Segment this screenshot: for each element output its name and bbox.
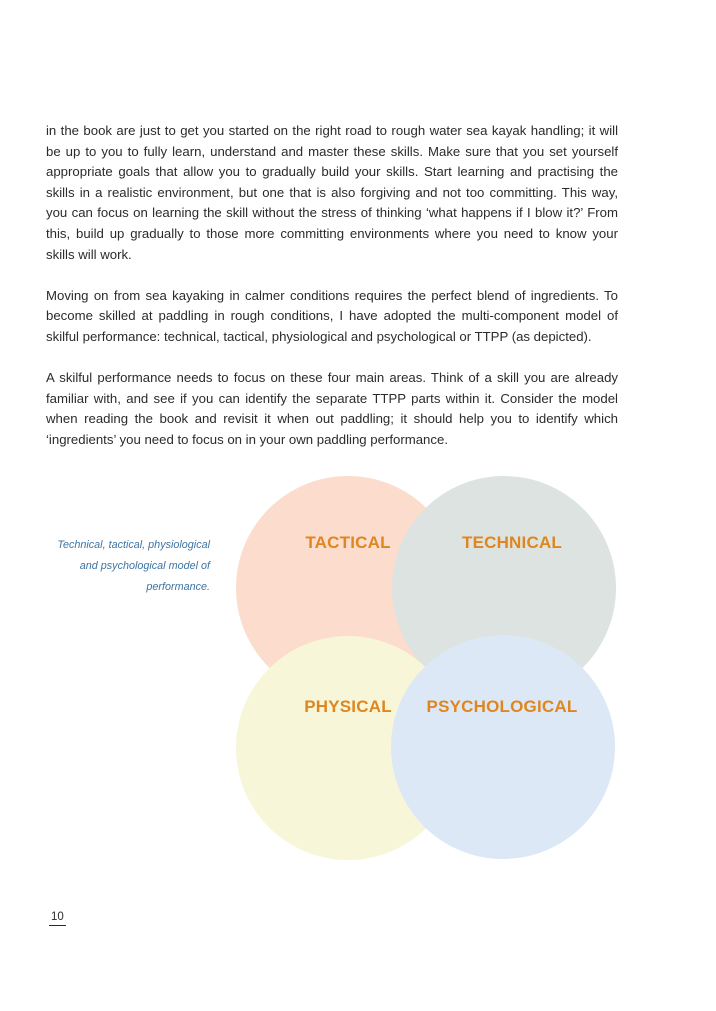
page-number: 10 [49,910,66,926]
paragraph-1: in the book are just to get you started on the right road to rough water sea kayak handling; it will be up to you to fully learn, understand and master these skills. Make sure that you set yourself appropriate goals that allow you to gradually build your skills. Start learning and practising the skills in a realistic environment, but one that is also forgiving and not too committing. This way, you can focus on learning the skill without the stress of thinking ‘what happens if I blow it?’ From this, build up gradually to those more committing environments where you need to know your skills will work. [46,123,618,262]
paragraph-2: Moving on from sea kayaking in calmer conditions requires the perfect blend of ingredients. To become skilled at paddling in rough conditions, I have adopted the multi-component model of skilful performance: technical, tactical, physiological and psychological or TTPP (as depicted). [46,287,618,344]
circle-psychological [391,635,615,859]
body-text [46,121,618,471]
paragraph-3: A skilful performance needs to focus on these four main areas. Think of a skill you are already familiar with, and see if you can identify the separate TTPP parts within it. Consider the model when reading the book and revisit it when out paddling; it should help you to identify which ‘ingredients’ you need to focus on in your own paddling performance. [46,370,618,447]
label-psychological: PSYCHOLOGICAL [426,697,578,716]
label-tactical: TACTICAL [305,533,391,552]
label-technical: TECHNICAL [461,533,563,552]
label-physical: PHYSICAL [304,697,392,716]
figure-caption: Technical, tactical, physiological and psychological model of performance. [57,539,210,593]
ttpp-venn-diagram [232,470,620,862]
venn-svg [232,470,620,862]
